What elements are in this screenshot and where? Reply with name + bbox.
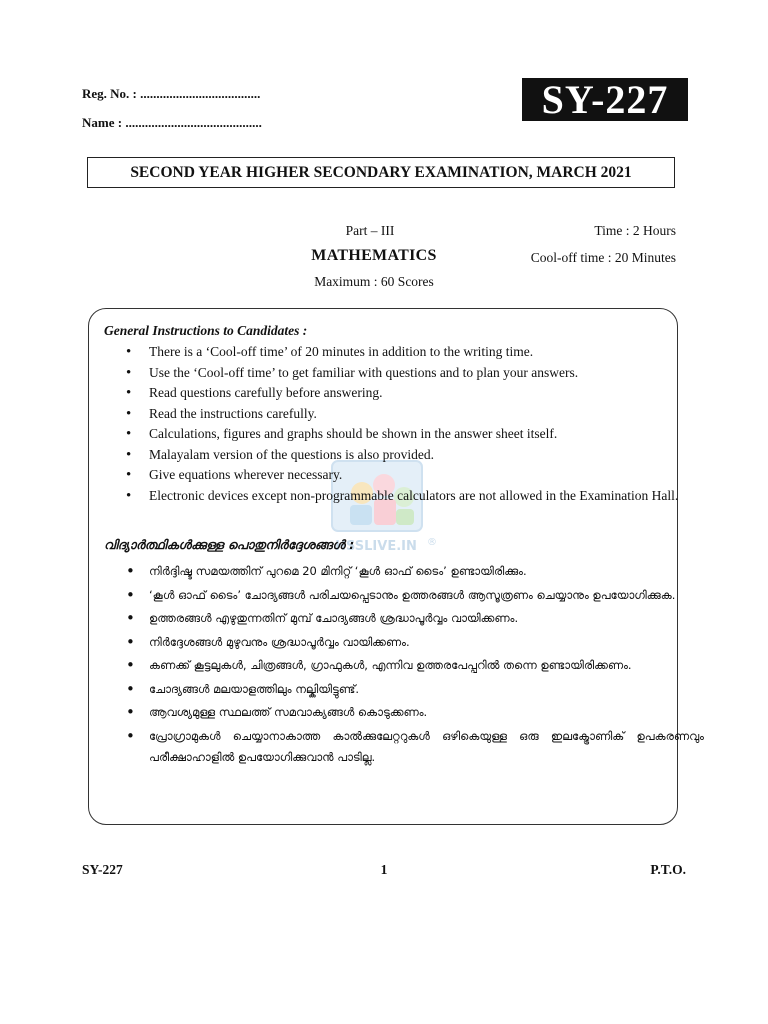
page-number: 1 [380,862,388,877]
malayalam-instruction-item: • കണക്ക് കൂട്ടലുകൾ, ചിത്രങ്ങൾ, ഗ്രാഫുകൾ, എന്നിവ ഉത്തരപേപ്പറിൽ തന്നെ ഉണ്ടായിരിക്കണം. [149,655,704,676]
instruction-item: • Read questions carefully before answering. [149,383,704,404]
malayalam-instruction-item: • ഉത്തരങ്ങൾ എഴുതുന്നതിന് മുമ്പ് ചോദ്യങ്ങൾ ശ്രദ്ധാപൂർവ്വം വായിക്കണം. [149,608,704,629]
instructions-title: General Instructions to Candidates : [104,323,308,338]
instruction-item: • Calculations, figures and graphs should be shown in the answer sheet itself. [149,424,704,445]
reg-no-field: Reg. No. : ..................................... [82,86,261,101]
please-turn-over: P.T.O. [650,862,686,877]
instruction-item: • There is a ‘Cool-off time’ of 20 minutes in addition to the writing time. [149,342,704,363]
paper-code-badge: SY-227 [522,78,688,121]
name-field: Name : .......................................... [82,115,262,130]
svg-text:®: ® [427,537,437,548]
malayalam-instruction-item: • പ്രോഗ്രാമുകൾ ചെയ്യാനാകാത്ത കാൽക്കുലേറ്ററുകൾ ഒഴികെയുള്ള ഒരു ഇലക്ട്രോണിക് ഉപകരണവും പരീക്ഷാഹാളിൽ ഉപയോഗിക്കുവാൻ പാടില്ല. [149,726,704,768]
footer-paper-code: SY-227 [82,862,123,877]
malayalam-instruction-item: • ‘കൂൾ ഓഫ് ടൈം’ ചോദ്യങ്ങൾ പരിചയപ്പെടാനും ഉത്തരങ്ങൾ ആസൂത്രണം ചെയ്യാനും ഉപയോഗിക്കുക. [149,585,704,606]
instruction-item: • Malayalam version of the questions is also provided. [149,445,704,466]
instruction-item: • Give equations wherever necessary. [149,465,704,486]
instruction-item: • Use the ‘Cool-off time’ to get familiar with questions and to plan your answers. [149,363,704,384]
english-instructions-list [104,342,704,506]
malayalam-instructions-title: വിദ്യാർത്ഥികൾക്കുള്ള പൊതുനിർദ്ദേശങ്ങൾ : [104,537,355,552]
subject-title: MATHEMATICS [311,247,437,264]
exam-time: Time : 2 Hours [594,223,676,238]
instruction-item: • Read the instructions carefully. [149,404,704,425]
maximum-score: Maximum : 60 Scores [314,274,434,289]
malayalam-instruction-item: • ചോദ്യങ്ങൾ മലയാളത്തിലും നല്കിയിട്ടുണ്ട്. [149,679,704,700]
malayalam-instruction-item: • നിർദ്ദേശങ്ങൾ മുഴുവനും ശ്രദ്ധാപൂർവ്വം വായിക്കണം. [149,632,704,653]
malayalam-instruction-item: • ആവശ്യമുള്ള സ്ഥലത്ത് സമവാക്യങ്ങൾ കൊടുക്കണം. [149,702,704,723]
instruction-item: • Electronic devices except non-programmable calculators are not allowed in the Examination Hall. [149,486,704,507]
paper-part: Part – III [345,223,395,238]
cool-off-time: Cool-off time : 20 Minutes [530,250,676,265]
malayalam-instructions-list [104,561,704,770]
exam-title: SECOND YEAR HIGHER SECONDARY EXAMINATION, MARCH 2021 [87,157,675,188]
svg-text:HSSLIVE.IN: HSSLIVE.IN [335,539,417,554]
malayalam-instruction-item: • നിർദ്ദിഷ്ട സമയത്തിന് പുറമെ 20 മിനിറ്റ് ‘കൂൾ ഓഫ് ടൈം’ ഉണ്ടായിരിക്കും. [149,561,704,582]
